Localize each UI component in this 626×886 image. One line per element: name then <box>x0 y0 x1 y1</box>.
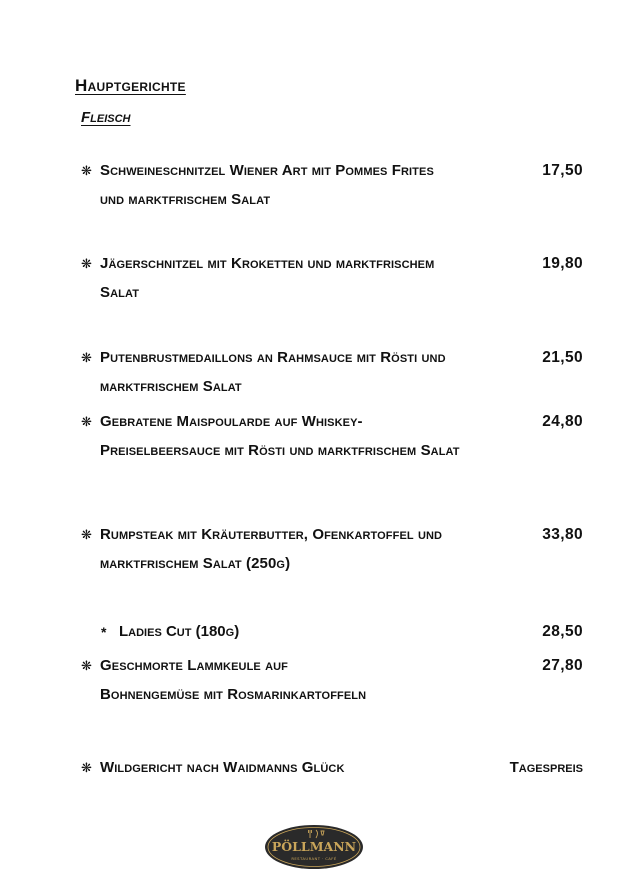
menu-item-text: Ladies Cut (180g) <box>119 623 240 640</box>
menu-item-text: Gebratene Maispoularde auf Whiskey-Preiselbeersauce mit Rösti und marktfrischem Salat <box>100 413 460 459</box>
subsection-heading: Fleisch <box>81 109 131 126</box>
menu-item-price: 28,50 <box>542 623 583 640</box>
menu-item-text: Schweineschnitzel Wiener Art mit Pommes Frites und marktfrischem Salat <box>100 162 434 208</box>
menu-item-price: 24,80 <box>542 413 583 430</box>
menu-item <box>81 521 586 607</box>
menu-item-text: Jägerschnitzel mit Kroketten und marktfrischem Salat <box>100 255 435 301</box>
menu-subitem <box>81 618 586 646</box>
menu-item <box>81 157 586 243</box>
flower-bullet-icon: ❋ <box>81 658 92 673</box>
flower-bullet-icon: ❋ <box>81 760 92 775</box>
menu-item-price: 17,50 <box>542 162 583 179</box>
menu-item-text: Wildgericht nach Waidmanns Glück <box>100 759 345 776</box>
menu-item <box>81 408 586 494</box>
flower-bullet-icon: ❋ <box>81 350 92 365</box>
section-heading: Hauptgerichte <box>75 76 186 95</box>
restaurant-logo <box>264 824 364 870</box>
flower-bullet-icon: ❋ <box>81 527 92 542</box>
menu-item-price: 19,80 <box>542 255 583 272</box>
menu-item <box>81 344 586 402</box>
menu-item <box>81 250 586 308</box>
menu-item-price: Tagespreis <box>509 759 583 776</box>
menu-item <box>81 652 586 738</box>
flower-bullet-icon: ❋ <box>81 414 92 429</box>
logo-tagline: RESTAURANT · CAFÉ <box>291 856 337 861</box>
menu-item-price: 33,80 <box>542 526 583 543</box>
flower-bullet-icon: ❋ <box>81 256 92 271</box>
menu-item <box>81 754 586 782</box>
asterisk-bullet-icon: * <box>101 624 107 640</box>
logo-name: PÖLLMANN <box>271 839 357 854</box>
menu-item-text: Geschmorte Lammkeule auf Bohnengemüse mit Rosmarinkartoffeln <box>100 657 367 703</box>
menu-item-text: Rumpsteak mit Kräuterbutter, Ofenkartoffel und marktfrischem Salat (250g) <box>100 526 443 572</box>
menu-item-price: 27,80 <box>542 657 583 674</box>
menu-item-text: Putenbrustmedaillons an Rahmsauce mit Rösti und marktfrischem Salat <box>100 349 446 395</box>
flower-bullet-icon: ❋ <box>81 163 92 178</box>
menu-item-price: 21,50 <box>542 349 583 366</box>
